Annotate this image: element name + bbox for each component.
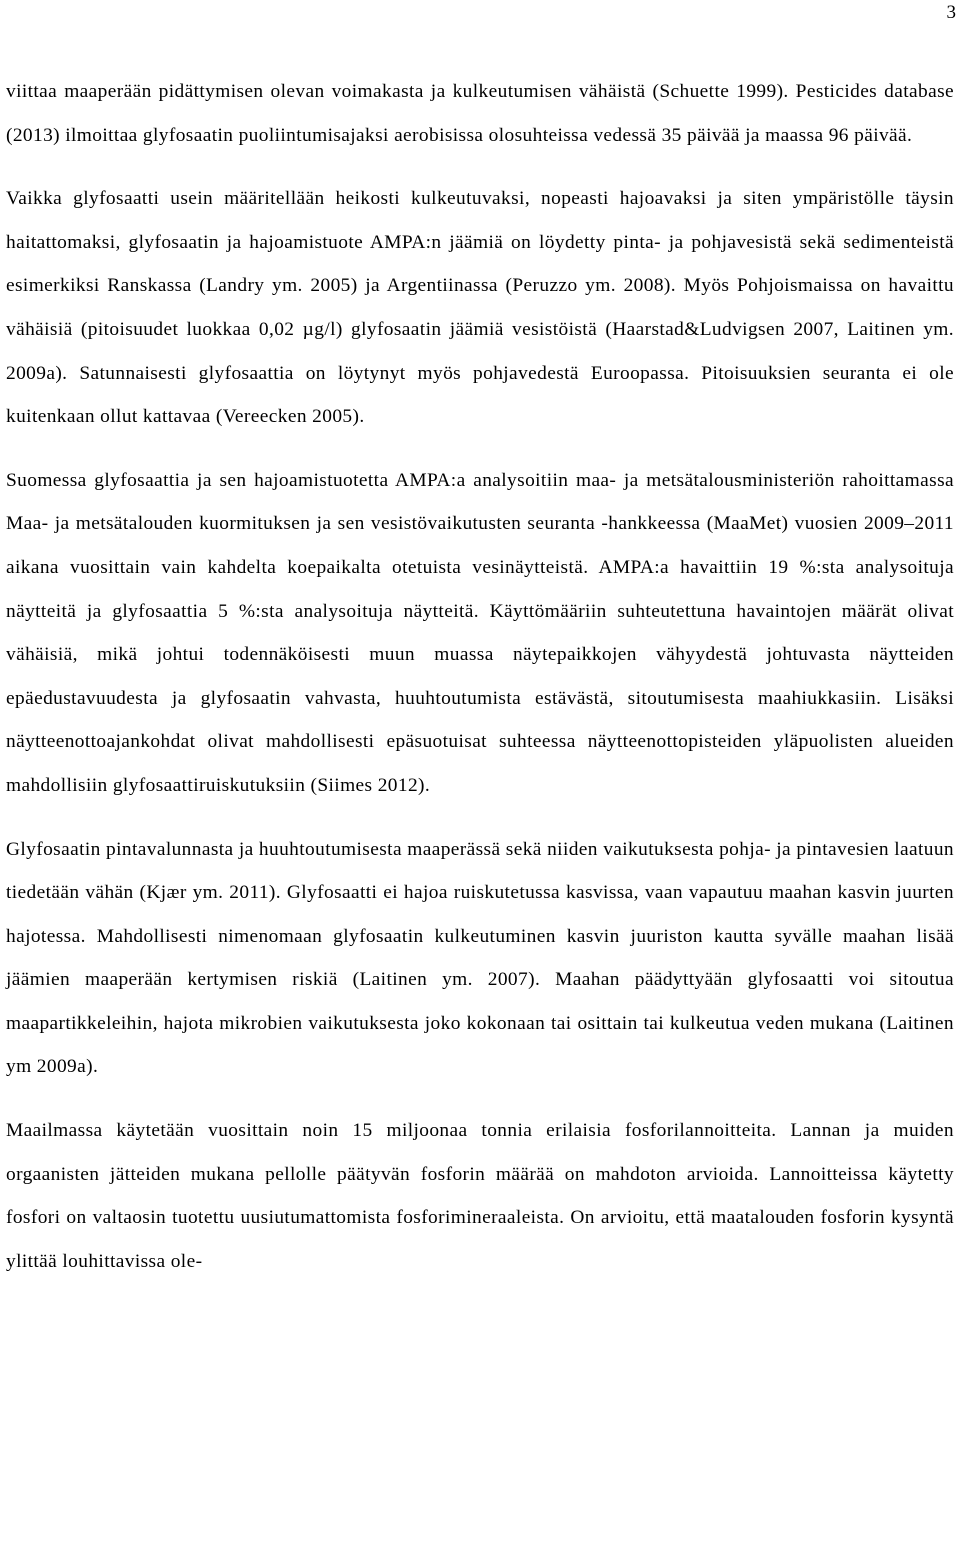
paragraph-4: Glyfosaatin pintavalunnasta ja huuhtoutumisesta maaperässä sekä niiden vaikutuksesta pohja- ja pintavesien laatuun tiedetään vähän (Kjær ym. 2011). Glyfosaatti ei hajoa ruiskutetussa kasvissa, vaan vapautuu maahan kasvin juurten hajotessa. Mahdollisesti nimenomaan glyfosaatin kulkeutuminen kasvin juuriston kautta syvälle maahan lisää jäämien maaperään kertymisen riskiä (Laitinen ym. 2007). Maahan päädyttyään glyfosaatti voi sitoutua maapartikkeleihin, hajota mikrobien vaikutuksesta joko kokonaan tai osittain tai kulkeutua veden mukana (Laitinen ym 2009a). [6,838,954,1078]
paragraph-2: Vaikka glyfosaatti usein määritellään heikosti kulkeutuvaksi, nopeasti hajoavaksi ja siten ympäristölle täysin haitattomaksi, glyfosaatin ja hajoamistuote AMPA:n jäämiä on löydetty pinta- ja pohjavesistä sekä sedimenteistä esimerkiksi Ranskassa (Landry ym. 2005) ja Argentiinassa (Peruzzo ym. 2008). Myös Pohjoismaissa on havaittu vähäisiä (pitoisuudet luokkaa 0,02 µg/l) glyfosaatin jäämiä vesistöistä (Haarstad&Ludvigsen 2007, Laitinen ym. 2009a). Satunnaisesti glyfosaattia on löytynyt myös pohjavedestä Euroopassa. Pitoisuuksien seuranta ei ole kuitenkaan ollut kattavaa (Vereecken 2005). [6,188,954,428]
document-body [6,70,954,1283]
page-number: 3 [946,2,956,23]
paragraph-1: viittaa maaperään pidättymisen olevan voimakasta ja kulkeutumisen vähäistä (Schuette 1999). Pesticides database (2013) ilmoittaa glyfosaatin puoliintumisajaksi aerobisissa olosuhteissa vedessä 35 päivää ja maassa 96 päivää. [6,81,954,146]
paragraph-5: Maailmassa käytetään vuosittain noin 15 miljoonaa tonnia erilaisia fosforilannoitteita. Lannan ja muiden orgaanisten jätteiden mukana pellolle päätyvän fosforin määrää on mahdoton arvioida. Lannoitteissa käytetty fosfori on valtaosin tuotettu uusiutumattomista fosforimineraaleista. On arvioitu, että maatalouden fosforin kysyntä ylittää louhittavissa ole- [6,1120,954,1272]
paragraph-3: Suomessa glyfosaattia ja sen hajoamistuotetta AMPA:a analysoitiin maa- ja metsätalousministeriön rahoittamassa Maa- ja metsätalouden kuormituksen ja sen vesistövaikutusten seuranta -hankkeessa (MaaMet) vuosien 2009–2011 aikana vuosittain vain kahdelta koepaikalta otetuista vesinäytteistä. AMPA:a havaittiin 19 %:sta analysoituja näytteitä ja glyfosaattia 5 %:sta analysoituja näytteitä. Käyttömääriin suhteutettuna havaintojen määrät olivat vähäisiä, mikä johtui todennäköisesti muun muassa näytepaikkojen vähyydestä johtuvasta näytteiden epäedustavuudesta ja glyfosaatin vahvasta, huuhtoutumista estävästä, sitoutumisesta maahiukkasiin. Lisäksi näytteenottoajankohdat olivat mahdollisesti epäsuotuisat suhteessa näytteenottopisteiden yläpuolisten alueiden mahdollisiin glyfosaattiruiskutuksiin (Siimes 2012). [6,469,954,796]
